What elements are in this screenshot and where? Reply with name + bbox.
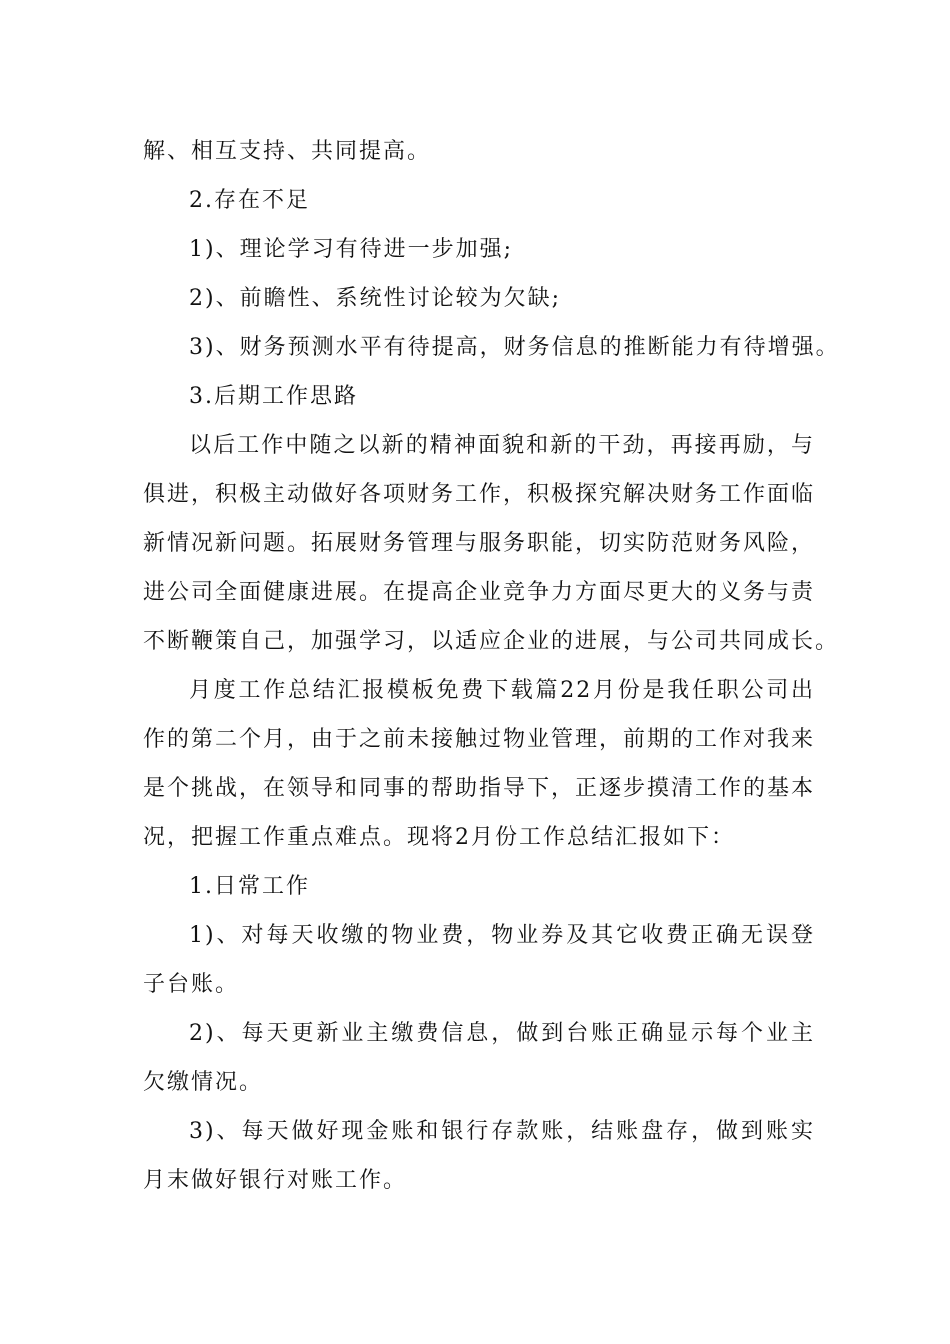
list-item-continuation: 欠缴情况。 — [143, 1070, 264, 1095]
list-item: 1)、理论学习有待进一步加强; — [189, 237, 513, 262]
paragraph-line: 作的第二个月，由于之前未接触过物业管理，前期的工作对我来 — [143, 727, 815, 752]
list-item-continuation: 月末做好银行对账工作。 — [143, 1168, 408, 1193]
paragraph-line: 新情况新问题。拓展财务管理与服务职能，切实防范财务风险， — [143, 531, 815, 556]
section-heading: 2.存在不足 — [189, 188, 310, 213]
paragraph-line: 以后工作中随之以新的精神面貌和新的干劲，再接再励，与 — [189, 433, 815, 458]
list-item-continuation: 子台账。 — [143, 972, 240, 997]
paragraph-line: 况，把握工作重点难点。现将2月份工作总结汇报如下： — [143, 825, 735, 850]
paragraph-line: 是个挑战，在领导和同事的帮助指导下，正逐步摸清工作的基本 — [143, 776, 815, 801]
paragraph-line: 不断鞭策自己，加强学习，以适应企业的进展，与公司共同成长。 — [143, 629, 840, 654]
section-heading: 1.日常工作 — [189, 874, 310, 899]
list-item: 3)、财务预测水平有待提高，财务信息的推断能力有待增强。 — [189, 335, 840, 360]
paragraph-line: 月度工作总结汇报模板免费下载篇22月份是我任职公司出 — [189, 678, 815, 703]
list-item: 1)、对每天收缴的物业费，物业券及其它收费正确无误登 — [189, 923, 815, 948]
paragraph-line: 进公司全面健康进展。在提高企业竞争力方面尽更大的义务与责 — [143, 580, 815, 605]
paragraph-line: 俱进，积极主动做好各项财务工作，积极探究解决财务工作面临 — [143, 482, 815, 507]
document-body — [143, 127, 840, 1205]
paragraph-line: 解、相互支持、共同提高。 — [143, 139, 432, 164]
list-item: 3)、每天做好现金账和银行存款账，结账盘存，做到账实 — [189, 1119, 815, 1144]
list-item: 2)、每天更新业主缴费信息，做到台账正确显示每个业主 — [189, 1021, 815, 1046]
section-heading: 3.后期工作思路 — [189, 384, 358, 409]
list-item: 2)、前瞻性、系统性讨论较为欠缺; — [189, 286, 561, 311]
